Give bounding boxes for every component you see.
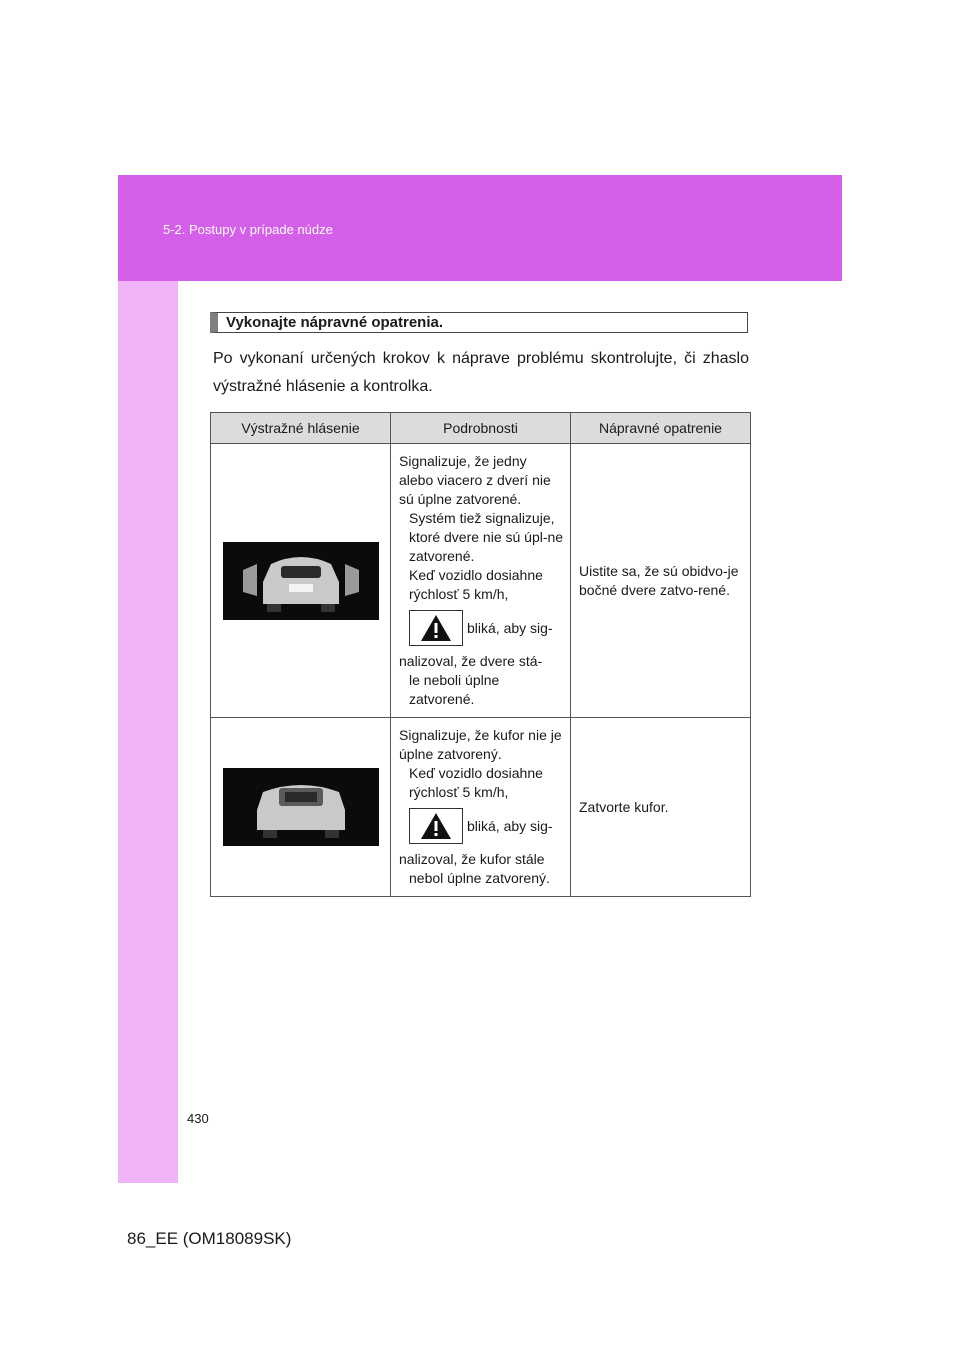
table-row — [211, 444, 751, 718]
icon-after-text: bliká, aby sig- — [467, 619, 553, 636]
col-header-details: Podrobnosti — [391, 413, 571, 444]
warning-triangle-icon — [409, 610, 463, 646]
remedy-cell: Uistite sa, že sú obidvo-je bočné dvere zatvo-rené. — [571, 444, 751, 718]
warning-table — [210, 412, 751, 897]
warning-triangle-icon — [409, 808, 463, 844]
step-title: Vykonajte nápravné opatrenia. — [210, 312, 748, 333]
details-speed: Keď vozidlo dosiahne rýchlosť 5 km/h, — [409, 567, 543, 602]
details-main: Signalizuje, že jedny alebo viacero z dverí nie sú úplne zatvorené. — [399, 453, 551, 507]
col-header-warning: Výstražné hlásenie — [211, 413, 391, 444]
details-extra: Systém tiež signalizuje, ktoré dvere nie sú úpl-ne zatvorené. — [409, 510, 564, 564]
page-number: 430 — [187, 1111, 209, 1126]
car-trunk-open-image — [223, 768, 379, 846]
details-speed: Keď vozidlo dosiahne rýchlosť 5 km/h, — [409, 765, 543, 800]
details-cell — [391, 444, 571, 718]
remedy-cell: Zatvorte kufor. — [571, 718, 751, 897]
car-doors-open-image — [223, 542, 379, 620]
table-row — [211, 718, 751, 897]
side-band — [118, 281, 178, 1183]
warning-image-cell — [211, 718, 391, 897]
details-tail-2: nebol úplne zatvorený. — [409, 870, 550, 886]
warning-icon-row — [409, 610, 564, 646]
details-tail-1: nalizoval, že kufor stále — [399, 851, 545, 867]
table-header-row — [211, 413, 751, 444]
document-code: 86_EE (OM18089SK) — [127, 1229, 292, 1248]
details-main: Signalizuje, že kufor nie je úplne zatvorený. — [399, 727, 562, 762]
details-tail-1: nalizoval, že dvere stá- — [399, 653, 543, 669]
col-header-remedy: Nápravné opatrenie — [571, 413, 751, 444]
section-label: 5-2. Postupy v prípade núdze — [163, 222, 333, 237]
details-cell — [391, 718, 571, 897]
warning-icon-row — [409, 808, 564, 844]
header-band — [118, 175, 842, 281]
icon-after-text: bliká, aby sig- — [467, 817, 553, 834]
details-tail-2: le neboli úplne zatvorené. — [409, 672, 500, 707]
warning-image-cell — [211, 444, 391, 718]
intro-text: Po vykonaní určených krokov k náprave problému skontrolujte, či zhaslo výstražné hlásenie a kontrolka. — [213, 350, 749, 395]
